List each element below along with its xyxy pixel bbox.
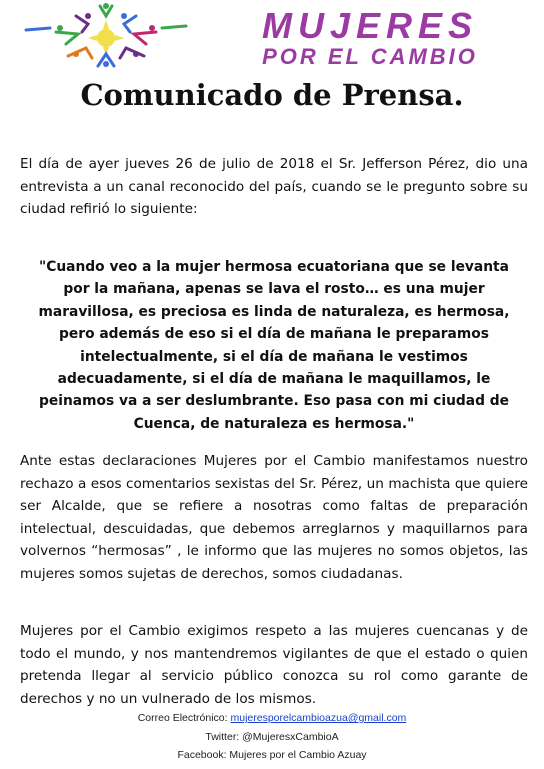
page-title: Comunicado de Prensa.: [80, 78, 464, 112]
email-label: Correo Electrónico:: [137, 712, 231, 724]
quote-block: "Cuando veo a la mujer hermosa ecuatoriana que se levanta por la mañana, apenas se lava el rosto… es una mujer maravillosa, es preciosa es linda de naturaleza, es hermosa, pero además de eso si el día de mañana le preparamos intelectualmente, si el día de mañana le vestimos adecuadamente, si el día de mañana le maquillamos, le peinamos va a ser deslumbrante. Eso pasa con mi ciudad de Cuenca, de naturaleza es hermosa.": [38, 259, 510, 432]
footer-facebook: Facebook: Mujeres por el Cambio Azuay: [177, 749, 367, 761]
footer-email: [0, 712, 544, 724]
paragraph-intro: El día de ayer jueves 26 de julio de 2018 el Sr. Jefferson Pérez, dio una entrevista a un canal reconocido del país, cuando se le pregunto sobre su ciudad refirió lo siguiente:: [20, 156, 528, 217]
brand-name: [200, 5, 540, 69]
email-link[interactable]: mujeresporelcambioazua@gmail.com: [230, 712, 407, 724]
brand-line-1: MUJERES: [261, 5, 479, 46]
brand-line-2: POR EL CAMBIO: [262, 44, 478, 69]
paragraph-response: Ante estas declaraciones Mujeres por el Cambio manifestamos nuestro rechazo a esos comentarios sexistas del Sr. Pérez, un machista que quiere ser Alcalde, que se refiere a nosotras como faltas de preparación intelectual, descuidadas, que debemos arreglarnos y maquillarnos para volvernos “hermosas” , le informo que las mujeres no somos objetos, las mujeres somos sujetas de derechos, somos ciudadanas.: [20, 453, 528, 582]
paragraph-demand: Mujeres por el Cambio exigimos respeto a las mujeres cuencanas y de todo el mundo, y nos mantendremos vigilantes de que el estado o quien pretenda llegar al servicio público conozca su rol como garante de derechos y no un vulnerado de los mismos.: [20, 623, 528, 707]
footer-twitter: Twitter: @MujeresxCambioA: [205, 731, 339, 743]
header: [0, 0, 544, 70]
women-circle-logo-icon: [16, 2, 196, 68]
